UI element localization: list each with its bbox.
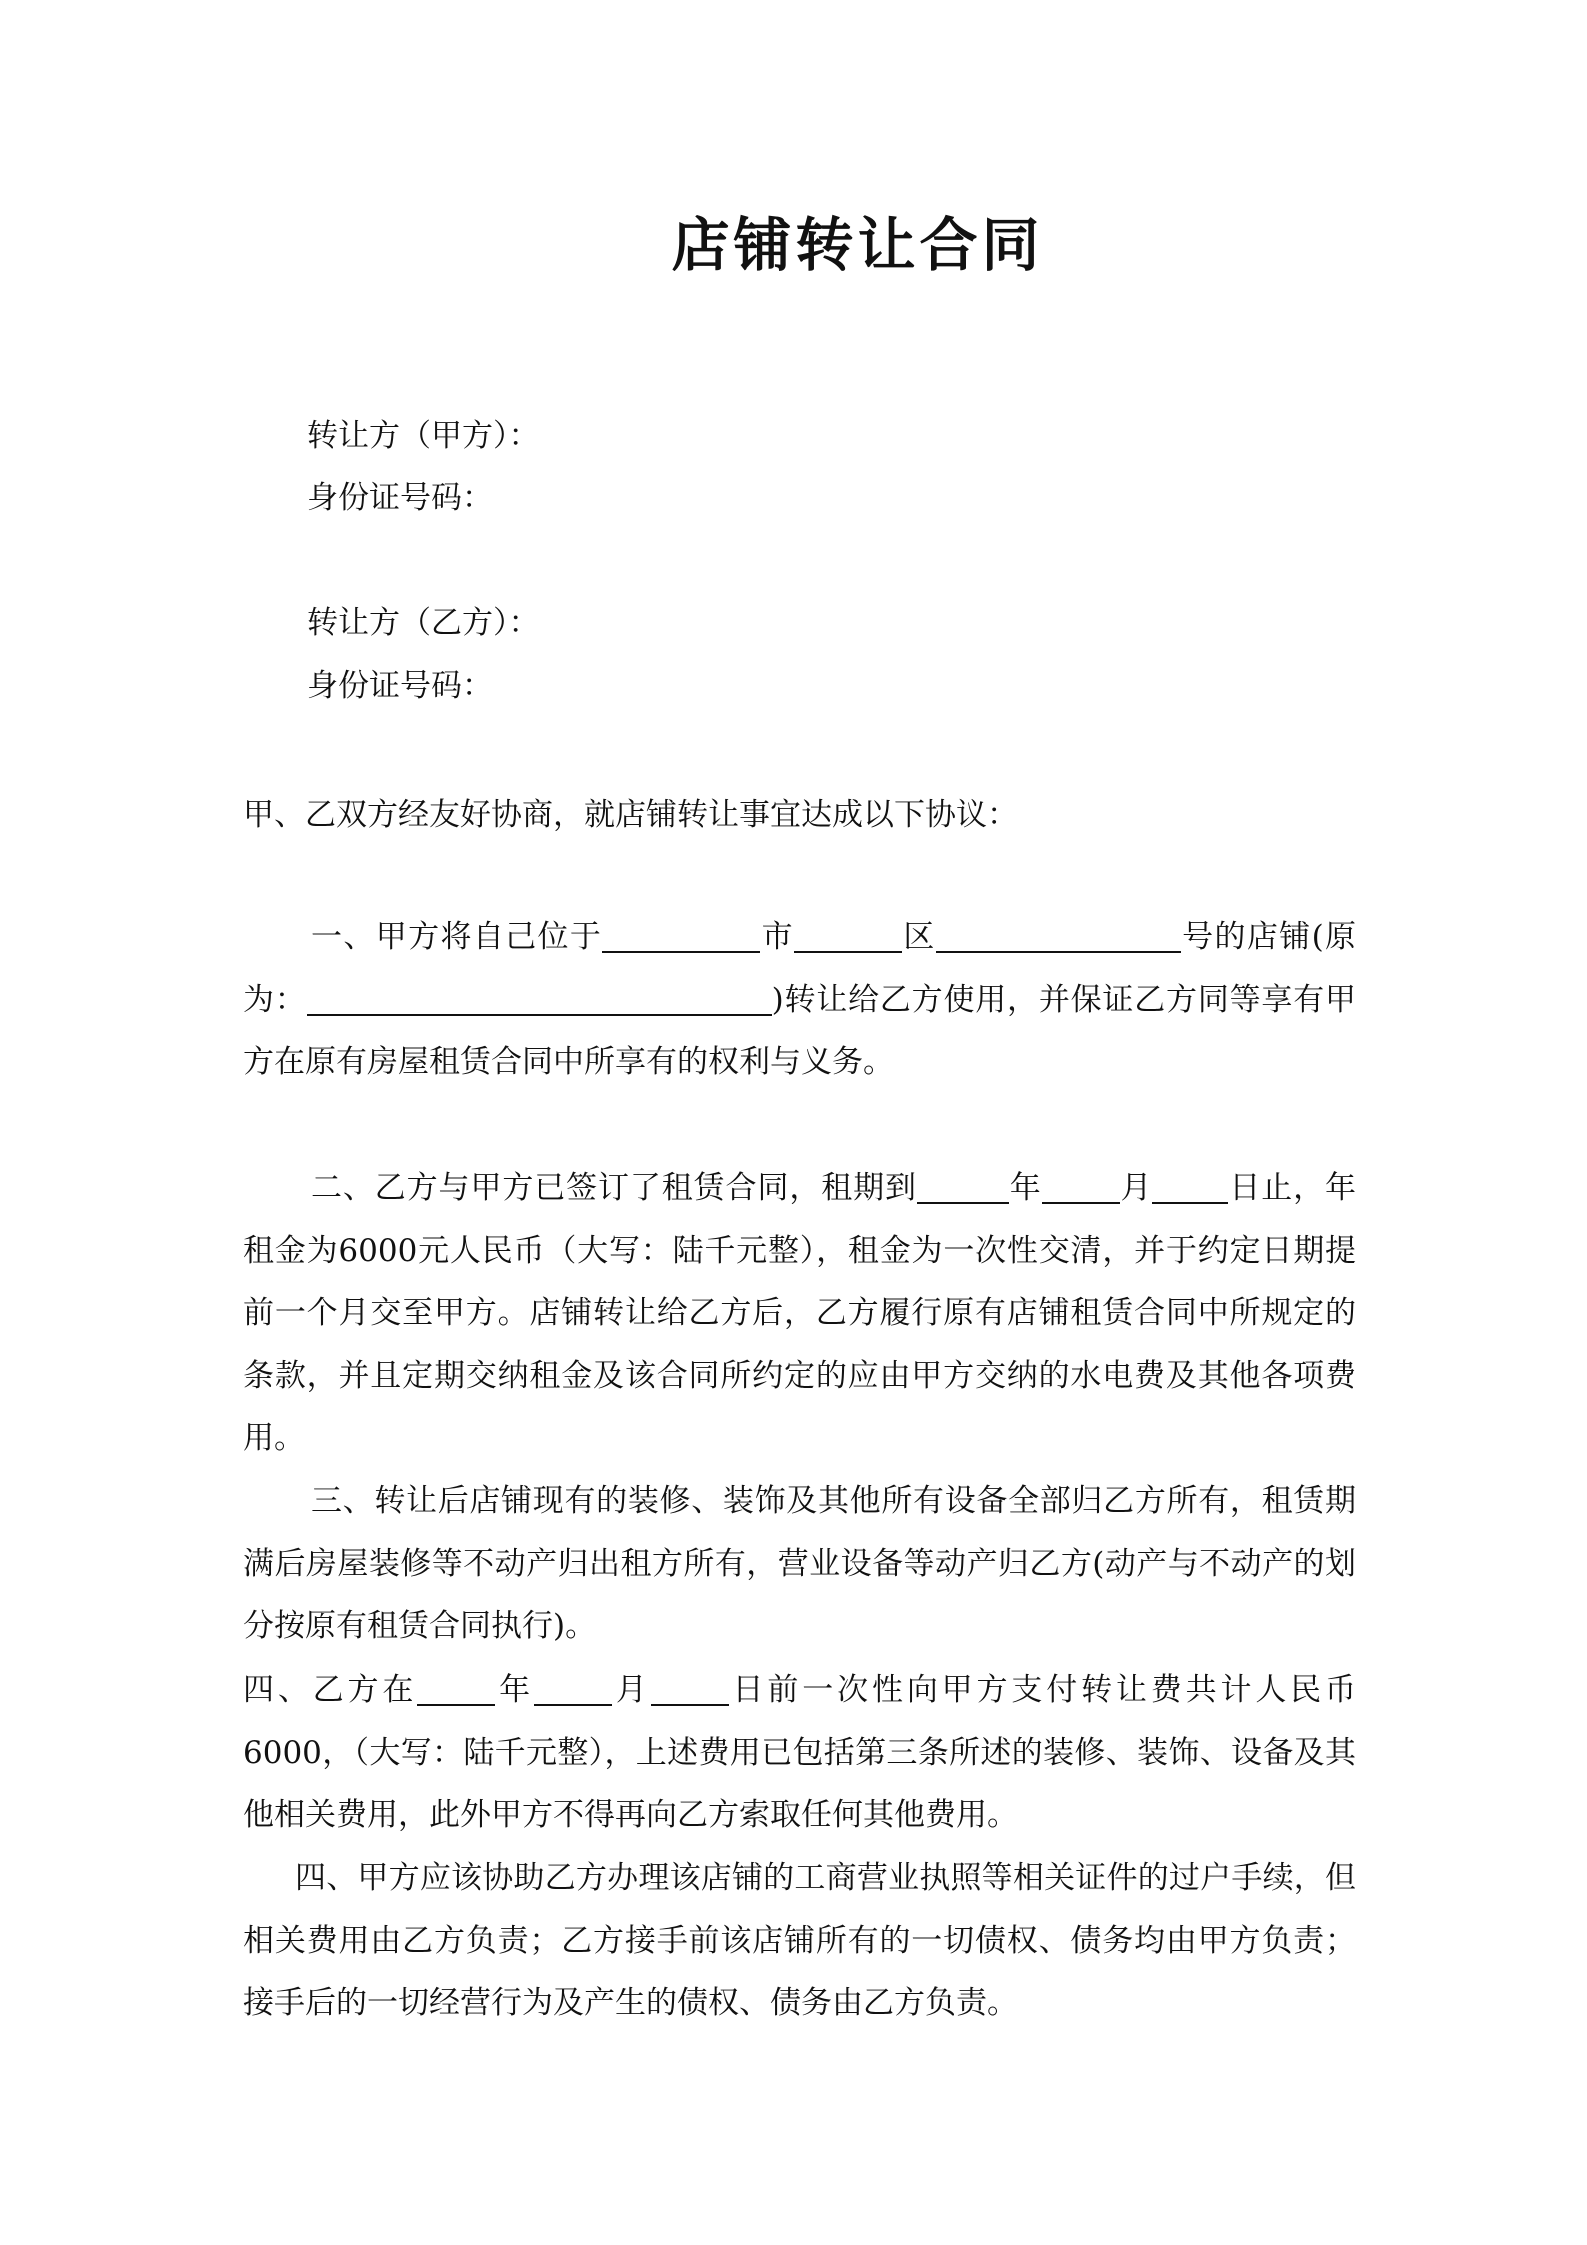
party-b-id-label: 身份证号码： [307,668,493,704]
clause-1-district: 区 [902,919,936,955]
clause-2 [243,1157,1356,1470]
clause-1-city: 市 [760,919,795,955]
clause-2-text-a: 二、乙方与甲方已签订了租赁合同，租期到 [311,1170,917,1206]
party-a-label: 转让方（甲方）： [307,418,540,454]
lease-end-year-blank[interactable] [917,1166,1009,1204]
clause-1-text-b: 号的店铺(原为： [243,919,1357,1018]
intro-text: 甲、乙双方经友好协商，就店铺转让事宜达成以下协议： [243,797,1018,833]
lease-end-day-blank[interactable] [1152,1166,1228,1204]
clause-1-text-a: 一、甲方将自己位于 [311,919,603,955]
clause-4-month: 月 [611,1672,651,1708]
clause-4-text-a: 四、乙方在 [243,1672,418,1708]
clause-4-year: 年 [495,1672,534,1708]
payment-year-blank[interactable] [417,1668,495,1706]
clause-2-month: 月 [1119,1170,1153,1206]
original-name-blank[interactable] [307,978,772,1016]
party-a-id-label: 身份证号码： [307,480,493,516]
clause-1 [243,906,1356,1094]
clause-2-text-b: 日止，年租金为6000元人民币（大写：陆千元整），租金为一次性交清，并于约定日期提前一个月交至甲方。店铺转让给乙方后，乙方履行原有店铺租赁合同中所规定的条款，并且定期交纳租金及该合同所约定的应由甲方交纳的水电费及其他各项费用。 [243,1170,1357,1456]
address-blank-2[interactable] [794,915,902,953]
clause-3: 三、转让后店铺现有的装修、装饰及其他所有设备全部归乙方所有，租赁期满后房屋装修等不动产归出租方所有，营业设备等动产归乙方(动产与不动产的划分按原有租赁合同执行)。 [243,1483,1356,1644]
clause-5: 四、甲方应该协助乙方办理该店铺的工商营业执照等相关证件的过户手续，但相关费用由乙方负责；乙方接手前该店铺所有的一切债权、债务均由甲方负责；接手后的一切经营行为及产生的债权、债务由乙方负责。 [243,1860,1356,2021]
address-blank-1[interactable] [602,915,760,953]
payment-day-blank[interactable] [651,1668,729,1706]
lease-end-month-blank[interactable] [1042,1166,1120,1204]
clause-1-text-c: )转让给乙方使用，并保证乙方同等享有甲方在原有房屋租赁合同中所享有的权利与义务。 [243,981,1357,1080]
clause-2-year: 年 [1008,1170,1042,1206]
payment-month-blank[interactable] [534,1668,612,1706]
clause-4-text-b: 日前一次性向甲方支付转让费共计人民币6000，（大写：陆千元整），上述费用已包括第三条所述的装修、装饰、设备及其他相关费用，此外甲方不得再向乙方索取任何其他费用。 [243,1672,1357,1833]
party-b-label: 转让方（乙方）： [307,605,540,641]
clause-4 [243,1659,1356,1847]
document-title: 店铺转让合同 [671,211,1044,279]
address-blank-3[interactable] [936,915,1181,953]
